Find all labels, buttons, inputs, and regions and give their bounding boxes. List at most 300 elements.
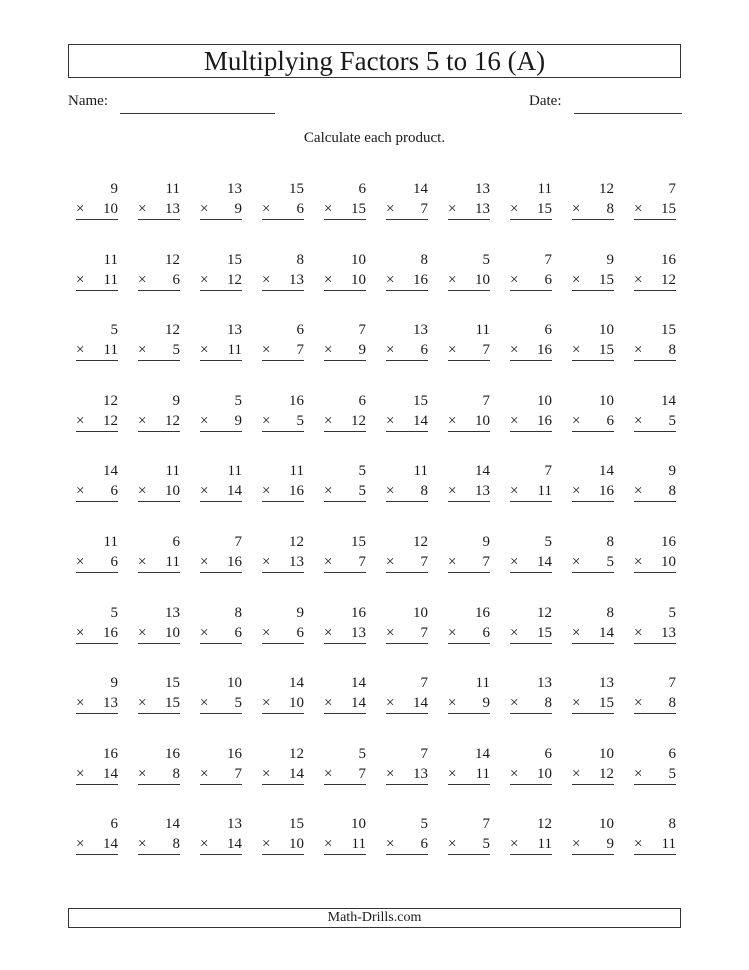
- multiplier: 5: [358, 483, 366, 500]
- multiplicand: 12: [599, 181, 614, 197]
- multiplier-row: [634, 835, 676, 855]
- multiplication-problem: [502, 533, 564, 603]
- multiplication-problem: [130, 604, 192, 674]
- multiplication-problem: [192, 674, 254, 744]
- multiplier-row: [200, 553, 242, 573]
- multiplicand: 14: [661, 392, 676, 409]
- multiplier-row: [572, 624, 614, 644]
- multiplication-problem: [68, 815, 130, 885]
- multiplier-row: [262, 482, 304, 502]
- times-sign: ×: [572, 765, 581, 782]
- multiplication-problem: [254, 604, 316, 674]
- multiplication-problem: [254, 392, 316, 462]
- multiplier: 7: [420, 201, 428, 217]
- times-sign: ×: [324, 412, 333, 429]
- multiplier-row: [138, 624, 180, 644]
- multiplier: 12: [165, 412, 180, 429]
- times-sign: ×: [386, 271, 395, 288]
- multiplier-row: [386, 482, 428, 502]
- times-sign: ×: [138, 201, 147, 217]
- multiplier: 16: [227, 553, 242, 570]
- multiplier: 15: [599, 695, 614, 712]
- times-sign: ×: [634, 553, 643, 570]
- times-sign: ×: [138, 271, 147, 288]
- name-label: Name:: [68, 93, 108, 109]
- multiplicand: 6: [668, 745, 676, 762]
- multiplier: 8: [668, 483, 676, 500]
- multiplier-row: [262, 341, 304, 361]
- multiplicand: 15: [661, 322, 676, 339]
- multiplication-problem: [316, 745, 378, 815]
- multiplicand: 9: [296, 604, 304, 621]
- times-sign: ×: [262, 201, 271, 217]
- multiplicand: 10: [413, 604, 428, 621]
- multiplicand: 7: [358, 322, 366, 339]
- multiplier: 14: [103, 836, 118, 853]
- multiplication-problem: [68, 321, 130, 391]
- multiplier: 5: [234, 695, 242, 712]
- multiplicand: 8: [606, 604, 614, 621]
- multiplier: 12: [351, 412, 366, 429]
- multiplier: 8: [172, 836, 180, 853]
- multiplication-problem: [440, 392, 502, 462]
- multiplication-problem: [440, 533, 502, 603]
- multiplier-row: [324, 200, 366, 220]
- multiplicand: 12: [413, 533, 428, 550]
- times-sign: ×: [138, 624, 147, 641]
- multiplicand: 8: [420, 251, 428, 268]
- multiplier-row: [386, 694, 428, 714]
- multiplier-row: [448, 835, 490, 855]
- times-sign: ×: [324, 765, 333, 782]
- multiplier: 16: [599, 483, 614, 500]
- multiplier: 10: [289, 836, 304, 853]
- multiplier-row: [572, 765, 614, 785]
- multiplication-problem: [502, 674, 564, 744]
- multiplier-row: [386, 624, 428, 644]
- multiplier: 10: [289, 695, 304, 712]
- multiplicand: 11: [475, 675, 490, 692]
- multiplier-row: [262, 553, 304, 573]
- multiplier: 14: [351, 695, 366, 712]
- times-sign: ×: [200, 271, 209, 288]
- multiplier: 16: [103, 624, 118, 641]
- multiplication-problem: [192, 745, 254, 815]
- multiplier: 13: [661, 624, 676, 641]
- multiplication-problem: [130, 251, 192, 321]
- multiplication-problem: [626, 815, 688, 885]
- times-sign: ×: [448, 765, 457, 782]
- multiplier-row: [76, 694, 118, 714]
- multiplication-problem: [626, 462, 688, 532]
- times-sign: ×: [448, 695, 457, 712]
- problem-grid: [68, 180, 690, 886]
- times-sign: ×: [448, 624, 457, 641]
- multiplication-problem: [130, 321, 192, 391]
- times-sign: ×: [510, 271, 519, 288]
- times-sign: ×: [386, 412, 395, 429]
- times-sign: ×: [634, 765, 643, 782]
- multiplication-problem: [564, 251, 626, 321]
- multiplier-row: [138, 694, 180, 714]
- multiplier: 14: [103, 765, 118, 782]
- times-sign: ×: [262, 836, 271, 853]
- multiplier-row: [634, 765, 676, 785]
- multiplicand: 5: [668, 604, 676, 621]
- multiplier-row: [386, 412, 428, 432]
- times-sign: ×: [200, 342, 209, 359]
- multiplier-row: [262, 835, 304, 855]
- multiplicand: 11: [103, 533, 118, 550]
- times-sign: ×: [386, 553, 395, 570]
- multiplier-row: [448, 412, 490, 432]
- multiplicand: 14: [475, 463, 490, 480]
- multiplication-problem: [316, 462, 378, 532]
- times-sign: ×: [448, 271, 457, 288]
- times-sign: ×: [634, 201, 643, 217]
- multiplicand: 13: [227, 816, 242, 833]
- times-sign: ×: [386, 201, 395, 217]
- multiplier: 6: [110, 553, 118, 570]
- multiplier-row: [76, 624, 118, 644]
- multiplier-row: [510, 200, 552, 220]
- multiplicand: 15: [165, 675, 180, 692]
- multiplication-problem: [378, 251, 440, 321]
- multiplier-row: [386, 341, 428, 361]
- multiplier-row: [634, 341, 676, 361]
- multiplicand: 15: [351, 533, 366, 550]
- multiplication-problem: [68, 251, 130, 321]
- multiplication-problem: [440, 251, 502, 321]
- multiplier-row: [448, 553, 490, 573]
- multiplicand: 16: [227, 745, 242, 762]
- multiplicand: 5: [234, 392, 242, 409]
- multiplier: 5: [668, 412, 676, 429]
- multiplier: 8: [172, 765, 180, 782]
- multiplication-problem: [130, 392, 192, 462]
- multiplier-row: [324, 765, 366, 785]
- multiplicand: 9: [482, 533, 490, 550]
- multiplication-problem: [130, 674, 192, 744]
- multiplicand: 7: [234, 533, 242, 550]
- multiplication-problem: [564, 180, 626, 250]
- multiplicand: 7: [668, 181, 676, 197]
- multiplier-row: [572, 341, 614, 361]
- multiplication-problem: [378, 745, 440, 815]
- times-sign: ×: [572, 271, 581, 288]
- multiplication-problem: [440, 815, 502, 885]
- multiplier-row: [448, 694, 490, 714]
- times-sign: ×: [200, 765, 209, 782]
- multiplier-row: [324, 482, 366, 502]
- multiplier-row: [386, 765, 428, 785]
- multiplier: 9: [234, 412, 242, 429]
- multiplier: 6: [482, 624, 490, 641]
- multiplier-row: [572, 200, 614, 220]
- multiplier-row: [572, 553, 614, 573]
- multiplicand: 10: [599, 392, 614, 409]
- multiplier: 6: [234, 624, 242, 641]
- multiplicand: 12: [289, 533, 304, 550]
- times-sign: ×: [510, 836, 519, 853]
- multiplier-row: [262, 624, 304, 644]
- times-sign: ×: [262, 483, 271, 500]
- multiplicand: 6: [544, 745, 552, 762]
- times-sign: ×: [262, 624, 271, 641]
- multiplicand: 13: [413, 322, 428, 339]
- multiplier: 12: [661, 271, 676, 288]
- multiplicand: 6: [358, 392, 366, 409]
- multiplier-row: [324, 412, 366, 432]
- multiplicand: 13: [537, 675, 552, 692]
- times-sign: ×: [138, 412, 147, 429]
- times-sign: ×: [76, 271, 85, 288]
- multiplicand: 11: [227, 463, 242, 480]
- multiplier: 15: [599, 342, 614, 359]
- multiplication-problem: [254, 674, 316, 744]
- multiplicand: 11: [413, 463, 428, 480]
- multiplicand: 10: [227, 675, 242, 692]
- multiplier-row: [200, 412, 242, 432]
- multiplicand: 9: [606, 251, 614, 268]
- times-sign: ×: [510, 483, 519, 500]
- multiplier-row: [138, 553, 180, 573]
- multiplicand: 6: [172, 533, 180, 550]
- times-sign: ×: [262, 695, 271, 712]
- multiplier: 11: [475, 765, 490, 782]
- multiplicand: 11: [289, 463, 304, 480]
- multiplication-problem: [626, 392, 688, 462]
- times-sign: ×: [510, 695, 519, 712]
- times-sign: ×: [76, 624, 85, 641]
- multiplier: 7: [296, 342, 304, 359]
- multiplicand: 7: [544, 463, 552, 480]
- multiplier-row: [76, 482, 118, 502]
- times-sign: ×: [324, 553, 333, 570]
- multiplicand: 7: [420, 675, 428, 692]
- times-sign: ×: [510, 412, 519, 429]
- multiplicand: 12: [165, 251, 180, 268]
- multiplicand: 11: [475, 322, 490, 339]
- times-sign: ×: [448, 412, 457, 429]
- times-sign: ×: [324, 271, 333, 288]
- multiplier-row: [76, 271, 118, 291]
- multiplier: 11: [351, 836, 366, 853]
- multiplier-row: [262, 765, 304, 785]
- multiplier: 11: [227, 342, 242, 359]
- footer-credit: Math-Drills.com: [68, 908, 681, 928]
- times-sign: ×: [76, 342, 85, 359]
- multiplier: 14: [289, 765, 304, 782]
- multiplication-problem: [378, 180, 440, 250]
- date-label: Date:: [529, 93, 562, 109]
- multiplicand: 16: [351, 604, 366, 621]
- multiplier: 13: [351, 624, 366, 641]
- multiplier-row: [510, 694, 552, 714]
- multiplicand: 10: [537, 392, 552, 409]
- times-sign: ×: [200, 483, 209, 500]
- times-sign: ×: [200, 695, 209, 712]
- multiplier-row: [634, 694, 676, 714]
- multiplier: 6: [544, 271, 552, 288]
- name-line: [120, 113, 275, 114]
- times-sign: ×: [262, 342, 271, 359]
- multiplicand: 10: [599, 745, 614, 762]
- multiplicand: 5: [110, 322, 118, 339]
- multiplication-problem: [502, 604, 564, 674]
- multiplication-problem: [316, 604, 378, 674]
- multiplier: 6: [172, 271, 180, 288]
- multiplication-problem: [254, 745, 316, 815]
- multiplication-problem: [192, 180, 254, 250]
- multiplication-problem: [502, 321, 564, 391]
- multiplicand: 14: [289, 675, 304, 692]
- multiplier-row: [76, 200, 118, 220]
- times-sign: ×: [572, 695, 581, 712]
- multiplicand: 16: [475, 604, 490, 621]
- multiplication-problem: [626, 604, 688, 674]
- multiplication-problem: [192, 462, 254, 532]
- multiplier: 16: [537, 342, 552, 359]
- times-sign: ×: [76, 695, 85, 712]
- multiplier-row: [510, 624, 552, 644]
- multiplicand: 13: [165, 604, 180, 621]
- multiplier-row: [572, 482, 614, 502]
- multiplier-row: [386, 553, 428, 573]
- multiplication-problem: [378, 392, 440, 462]
- times-sign: ×: [76, 201, 85, 217]
- multiplication-problem: [626, 251, 688, 321]
- multiplication-problem: [564, 745, 626, 815]
- times-sign: ×: [138, 553, 147, 570]
- times-sign: ×: [76, 553, 85, 570]
- multiplier: 12: [599, 765, 614, 782]
- multiplier: 14: [537, 553, 552, 570]
- multiplication-problem: [68, 674, 130, 744]
- times-sign: ×: [262, 412, 271, 429]
- multiplier: 13: [289, 271, 304, 288]
- multiplier: 7: [420, 624, 428, 641]
- multiplication-problem: [502, 815, 564, 885]
- multiplication-problem: [626, 745, 688, 815]
- multiplier: 6: [420, 836, 428, 853]
- multiplier: 7: [358, 553, 366, 570]
- multiplicand: 11: [103, 251, 118, 268]
- multiplier: 16: [537, 412, 552, 429]
- times-sign: ×: [138, 483, 147, 500]
- multiplier: 8: [420, 483, 428, 500]
- multiplier: 10: [537, 765, 552, 782]
- multiplier-row: [324, 694, 366, 714]
- multiplicand: 12: [165, 322, 180, 339]
- multiplication-problem: [192, 604, 254, 674]
- times-sign: ×: [510, 624, 519, 641]
- times-sign: ×: [200, 412, 209, 429]
- times-sign: ×: [76, 483, 85, 500]
- times-sign: ×: [324, 836, 333, 853]
- multiplier-row: [200, 624, 242, 644]
- multiplier-row: [510, 835, 552, 855]
- multiplicand: 8: [668, 816, 676, 833]
- multiplicand: 16: [661, 533, 676, 550]
- multiplicand: 13: [227, 181, 242, 197]
- multiplier: 10: [475, 412, 490, 429]
- multiplication-problem: [254, 533, 316, 603]
- multiplier-row: [200, 694, 242, 714]
- multiplication-problem: [68, 180, 130, 250]
- multiplication-problem: [378, 604, 440, 674]
- multiplier: 11: [103, 271, 118, 288]
- multiplication-problem: [626, 180, 688, 250]
- times-sign: ×: [634, 836, 643, 853]
- times-sign: ×: [200, 836, 209, 853]
- multiplier-row: [634, 412, 676, 432]
- multiplier-row: [510, 412, 552, 432]
- multiplicand: 9: [110, 675, 118, 692]
- multiplicand: 10: [351, 251, 366, 268]
- times-sign: ×: [634, 342, 643, 359]
- multiplier: 11: [165, 553, 180, 570]
- multiplication-problem: [440, 604, 502, 674]
- multiplication-problem: [192, 533, 254, 603]
- multiplicand: 12: [537, 604, 552, 621]
- multiplicand: 16: [289, 392, 304, 409]
- multiplier: 7: [482, 553, 490, 570]
- times-sign: ×: [572, 412, 581, 429]
- times-sign: ×: [138, 342, 147, 359]
- multiplication-problem: [564, 533, 626, 603]
- multiplication-problem: [440, 321, 502, 391]
- multiplication-problem: [192, 815, 254, 885]
- multiplier-row: [510, 482, 552, 502]
- multiplication-problem: [68, 462, 130, 532]
- times-sign: ×: [572, 553, 581, 570]
- multiplier-row: [510, 271, 552, 291]
- multiplicand: 7: [482, 392, 490, 409]
- multiplier: 6: [296, 201, 304, 217]
- multiplication-problem: [564, 815, 626, 885]
- multiplier-row: [76, 412, 118, 432]
- multiplicand: 14: [165, 816, 180, 833]
- multiplication-problem: [626, 533, 688, 603]
- multiplication-problem: [254, 815, 316, 885]
- multiplicand: 14: [351, 675, 366, 692]
- multiplicand: 5: [358, 745, 366, 762]
- multiplication-problem: [192, 321, 254, 391]
- multiplier-row: [448, 200, 490, 220]
- multiplicand: 16: [103, 745, 118, 762]
- multiplicand: 8: [234, 604, 242, 621]
- multiplication-problem: [626, 674, 688, 744]
- multiplicand: 11: [165, 463, 180, 480]
- multiplicand: 12: [103, 392, 118, 409]
- multiplier-row: [324, 553, 366, 573]
- multiplier: 8: [668, 695, 676, 712]
- multiplicand: 7: [668, 675, 676, 692]
- multiplication-problem: [440, 462, 502, 532]
- times-sign: ×: [324, 483, 333, 500]
- times-sign: ×: [634, 412, 643, 429]
- multiplicand: 10: [599, 816, 614, 833]
- times-sign: ×: [76, 412, 85, 429]
- multiplier-row: [572, 835, 614, 855]
- multiplier: 5: [296, 412, 304, 429]
- multiplication-problem: [254, 321, 316, 391]
- multiplier-row: [572, 271, 614, 291]
- times-sign: ×: [386, 765, 395, 782]
- multiplier: 6: [296, 624, 304, 641]
- multiplicand: 9: [668, 463, 676, 480]
